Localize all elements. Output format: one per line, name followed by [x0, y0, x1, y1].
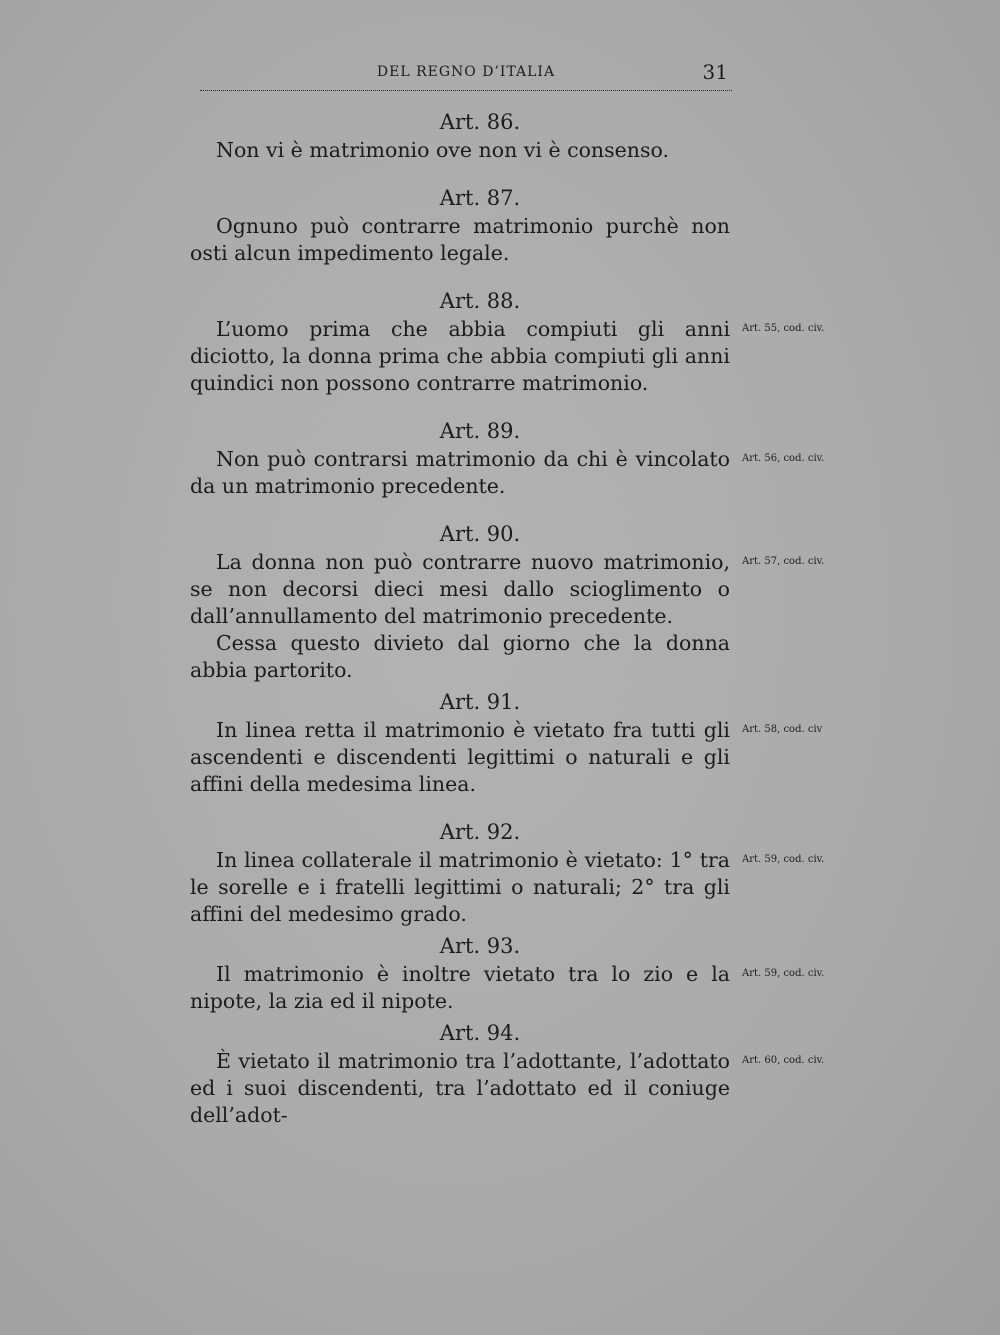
article-94: [190, 1019, 825, 1129]
article-paragraph: Ognuno può contrarre matrimonio purchè non osti alcun impedimento legale.: [190, 214, 730, 265]
article-86: [190, 108, 730, 164]
margin-note: Art. 55, cod. civ.: [742, 323, 825, 334]
article-paragraph: In linea retta il matrimonio è vietato fra tutti gli ascendenti e discendenti legittimi o naturali e gli affini della medesima linea.: [190, 718, 730, 796]
article-paragraph: È vietato il matrimonio tra l’adottante, l’adottato ed i suoi discendenti, tra l’adottato ed il coniuge dell’adot-: [190, 1049, 730, 1127]
margin-note: Art. 59, cod. civ.: [742, 968, 825, 979]
running-title: DEL REGNO D’ITALIA: [376, 64, 556, 80]
page-number: 31: [702, 60, 728, 84]
article-paragraph: In linea collaterale il matrimonio è vietato: 1° tra le sorelle e i fratelli legittimi o naturali; 2° tra gli affini del medesimo grado.: [190, 848, 730, 926]
article-paragraph: Cessa questo divieto dal giorno che la donna abbia partorito.: [190, 631, 730, 682]
article-heading: Art. 86.: [439, 110, 521, 134]
margin-note: Art. 58, cod. civ: [742, 724, 823, 735]
margin-note: Art. 57, cod. civ.: [742, 556, 825, 567]
body-text: [190, 108, 825, 1129]
article-87: [190, 184, 730, 267]
article-paragraph: Non vi è matrimonio ove non vi è consenso.: [216, 138, 669, 162]
margin-note: Art. 60, cod. civ.: [742, 1055, 825, 1066]
article-heading: Art. 93.: [439, 934, 521, 958]
article-heading: Art. 87.: [439, 186, 521, 210]
running-head: [200, 60, 732, 91]
margin-note: Art. 59, cod. civ.: [742, 854, 825, 865]
article-93: [190, 932, 825, 1015]
article-paragraph: L’uomo prima che abbia compiuti gli anni diciotto, la donna prima che abbia compiuti gli anni quindici non possono contrarre matrimonio.: [190, 317, 730, 395]
article-paragraph: Il matrimonio è inoltre vietato tra lo zio e la nipote, la zia ed il nipote.: [190, 962, 730, 1013]
article-heading: Art. 90.: [439, 522, 521, 546]
margin-note: Art. 56, cod. civ.: [742, 453, 825, 464]
article-92: [190, 818, 825, 928]
article-90: [190, 520, 825, 684]
article-heading: Art. 92.: [439, 820, 521, 844]
article-paragraph: Non può contrarsi matrimonio da chi è vincolato da un matrimonio precedente.: [190, 447, 730, 498]
article-heading: Art. 91.: [439, 690, 521, 714]
article-heading: Art. 94.: [439, 1021, 521, 1045]
article-heading: Art. 88.: [439, 289, 521, 313]
article-heading: Art. 89.: [439, 419, 521, 443]
article-88: [190, 287, 825, 397]
article-paragraph: La donna non può contrarre nuovo matrimonio, se non decorsi dieci mesi dallo scioglimento o dall’annullamento del matrimonio precedente.: [190, 550, 730, 628]
article-89: [190, 417, 825, 500]
article-91: [190, 688, 823, 798]
